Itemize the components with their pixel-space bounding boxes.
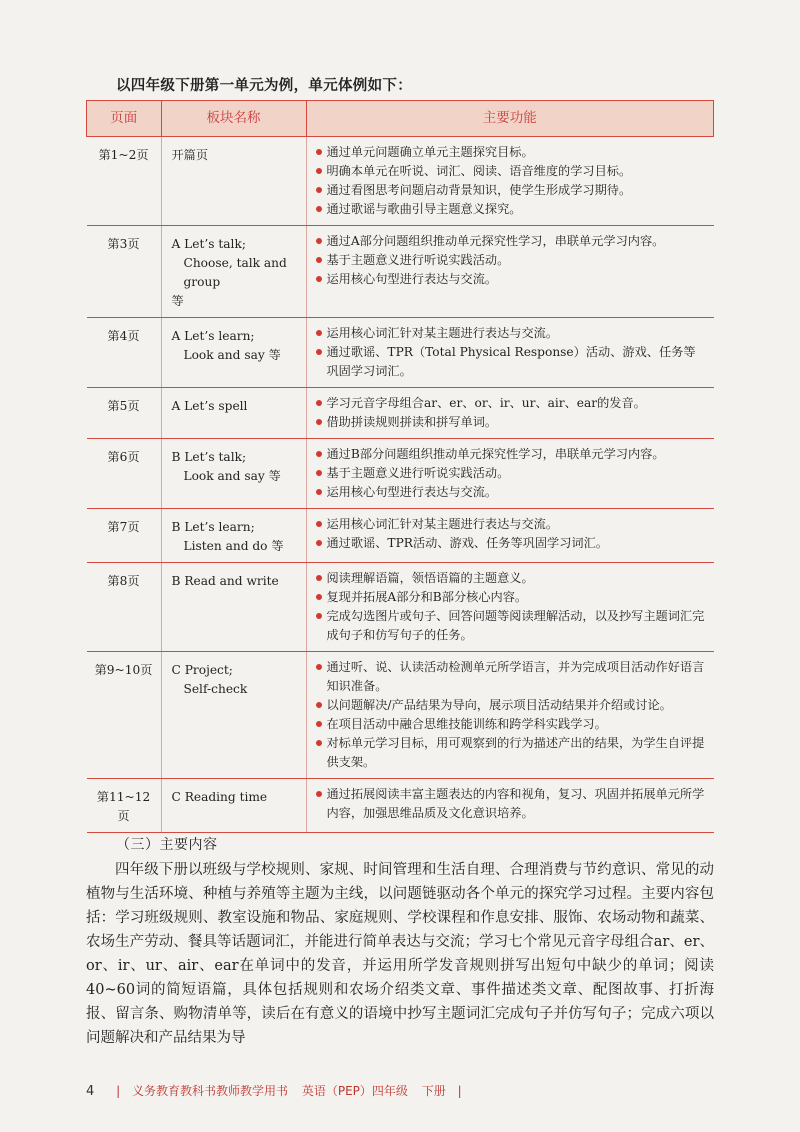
footer-book-title: 义务教育教科书教师教学用书 xyxy=(131,1084,288,1098)
section-line: Look and say 等 xyxy=(183,469,281,483)
body-paragraph: 四年级下册以班级与学校规则、家规、时间管理和生活自理、合理消费与节约意识、常见的动植物与生活环境、种植与养殖等主题为主线，以问题链驱动各个单元的探究学习过程。主要内容包括：学习班级规则、教室设施和物品、家庭规则、学校课程和作息安排、服饰、农场动物和蔬菜、农场生产劳动、餐具等话题词汇，并能进行简单表达与交流；学习七个常见元音字母组合ar、er、or、ir、ur、air、ear在单词中的发音，并运用所学发音规则拼写出短句中缺少的单词；阅读40~60词的简短语篇，具体包括规则和农场介绍类文章、事件描述类文章、配图故事、打折海报、留言条、购物清单等，读后在有意义的语境中抄写主题词汇完成句子并仿写句子；完成六项以问题解决和产品结果为导 xyxy=(86,862,714,1046)
function-item: 基于主题意义进行听说实践活动。 xyxy=(313,464,708,483)
section-line: C Reading time xyxy=(171,790,268,804)
function-item: 通过B部分问题组织推动单元探究性学习，串联单元学习内容。 xyxy=(313,445,708,464)
function-item: 基于主题意义进行听说实践活动。 xyxy=(313,251,708,270)
table-row xyxy=(87,388,714,439)
functions-cell xyxy=(306,779,714,833)
section-cell xyxy=(161,652,306,779)
section-cell xyxy=(161,318,306,388)
page-cell: 第4页 xyxy=(87,318,162,388)
section-line: A Let’s spell xyxy=(171,399,248,413)
function-item: 复现并拓展A部分和B部分核心内容。 xyxy=(313,588,708,607)
page-cell: 第7页 xyxy=(87,509,162,563)
functions-cell xyxy=(306,388,714,439)
section-line: A Let’s talk; xyxy=(171,237,246,251)
section-line: A Let’s learn; xyxy=(171,329,255,343)
footer-separator: | xyxy=(457,1084,462,1098)
function-item: 通过歌谣、TPR（Total Physical Response）活动、游戏、任务等巩固学习词汇。 xyxy=(313,343,708,381)
functions-cell xyxy=(306,439,714,509)
table-row xyxy=(87,779,714,833)
function-item: 在项目活动中融合思维技能训练和跨学科实践学习。 xyxy=(313,715,708,734)
section-line: 等 xyxy=(171,294,184,308)
table-header-row xyxy=(87,101,714,137)
function-item: 学习元音字母组合ar、er、or、ir、ur、air、ear的发音。 xyxy=(313,394,708,413)
section-line: B Read and write xyxy=(171,574,279,588)
section-cell xyxy=(161,388,306,439)
function-item: 通过歌谣与歌曲引导主题意义探究。 xyxy=(313,200,708,219)
table-row xyxy=(87,652,714,779)
functions-cell xyxy=(306,226,714,318)
page-number: 4 xyxy=(86,1084,95,1099)
table-row xyxy=(87,439,714,509)
page-cell: 第5页 xyxy=(87,388,162,439)
footer-volume: 下册 xyxy=(421,1084,446,1098)
function-item: 运用核心词汇针对某主题进行表达与交流。 xyxy=(313,515,708,534)
function-item: 通过A部分问题组织推动单元探究性学习，串联单元学习内容。 xyxy=(313,232,708,251)
section-line: B Let’s talk; xyxy=(171,450,247,464)
page-cell: 第11~12页 xyxy=(87,779,162,833)
table-row xyxy=(87,318,714,388)
functions-cell xyxy=(306,652,714,779)
function-item: 对标单元学习目标，用可观察到的行为描述产出的结果，为学生自评提供支架。 xyxy=(313,734,708,772)
table-row xyxy=(87,563,714,652)
function-item: 通过歌谣、TPR活动、游戏、任务等巩固学习词汇。 xyxy=(313,534,708,553)
function-item: 以问题解决/产品结果为导向，展示项目活动结果并介绍或讨论。 xyxy=(313,696,708,715)
page-cell: 第6页 xyxy=(87,439,162,509)
header-page: 页面 xyxy=(87,101,162,137)
section-line: C Project; xyxy=(171,663,233,677)
section-line: Look and say 等 xyxy=(183,348,281,362)
footer-subject: 英语（PEP）四年级 xyxy=(301,1084,408,1098)
function-item: 通过单元问题确立单元主题探究目标。 xyxy=(313,143,708,162)
function-item: 借助拼读规则拼读和拼写单词。 xyxy=(313,413,708,432)
table-row xyxy=(87,226,714,318)
section-line: 开篇页 xyxy=(171,148,209,162)
unit-structure-table xyxy=(86,100,714,833)
function-item: 通过听、说、认读活动检测单元所学语言，并为完成项目活动作好语言知识准备。 xyxy=(313,658,708,696)
section-cell xyxy=(161,563,306,652)
function-item: 明确本单元在听说、词汇、阅读、语音维度的学习目标。 xyxy=(313,162,708,181)
section-cell xyxy=(161,439,306,509)
section-cell xyxy=(161,509,306,563)
page-cell: 第3页 xyxy=(87,226,162,318)
page-cell: 第1~2页 xyxy=(87,137,162,226)
page-cell: 第8页 xyxy=(87,563,162,652)
section-cell xyxy=(161,137,306,226)
section-line: Self-check xyxy=(183,682,248,696)
function-item: 完成勾选图片或句子、回答问题等阅读理解活动，以及抄写主题词汇完成句子和仿写句子的任务。 xyxy=(313,607,708,645)
section-line: Choose, talk and group xyxy=(183,256,287,289)
functions-cell xyxy=(306,509,714,563)
section-line: Listen and do 等 xyxy=(183,539,284,553)
function-item: 阅读理解语篇，领悟语篇的主题意义。 xyxy=(313,569,708,588)
function-item: 通过拓展阅读丰富主题表达的内容和视角，复习、巩固并拓展单元所学内容，加强思维品质及文化意识培养。 xyxy=(313,785,708,823)
page-cell: 第9~10页 xyxy=(87,652,162,779)
header-functions: 主要功能 xyxy=(306,101,714,137)
footer-separator: | xyxy=(116,1084,121,1098)
header-section: 板块名称 xyxy=(161,101,306,137)
table-row xyxy=(87,137,714,226)
functions-cell xyxy=(306,137,714,226)
section-cell xyxy=(161,779,306,833)
functions-cell xyxy=(306,318,714,388)
function-item: 运用核心句型进行表达与交流。 xyxy=(313,483,708,502)
function-item: 运用核心词汇针对某主题进行表达与交流。 xyxy=(313,324,708,343)
page-footer xyxy=(86,1082,470,1099)
intro-text: 以四年级下册第一单元为例，单元体例如下： xyxy=(116,77,412,94)
section-heading: （三）主要内容 xyxy=(116,837,218,853)
function-item: 运用核心句型进行表达与交流。 xyxy=(313,270,708,289)
table-row xyxy=(87,509,714,563)
section-cell xyxy=(161,226,306,318)
function-item: 通过看图思考问题启动背景知识，使学生形成学习期待。 xyxy=(313,181,708,200)
section-line: B Let’s learn; xyxy=(171,520,255,534)
functions-cell xyxy=(306,563,714,652)
